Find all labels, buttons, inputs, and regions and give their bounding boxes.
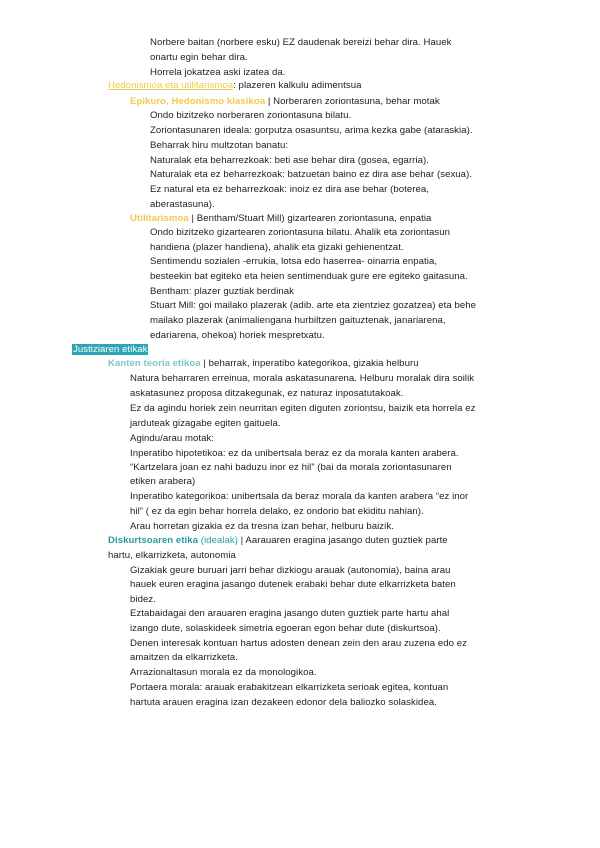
text-line: “Kartzelara joan ez nahi baduzu inor ez hil” (bai da morala zoriontasunaren [130, 462, 452, 473]
heading-title: Epikuro, Hedonismo klasikoa [130, 96, 266, 107]
highlighted-heading: Justiziaren etikak [73, 344, 148, 355]
text-line: Naturalak eta beharrezkoak: beti ase behar dira (gosea, egarria). [150, 155, 429, 166]
subheading-kant [108, 358, 419, 370]
heading-title: Utilitarismoa [130, 213, 189, 224]
text-line: Naturalak eta ez beharrezkoak: batzuetan baino ez dira ase behar (sexua). [150, 169, 473, 180]
heading-rest: | beharrak, inperatibo kategorikoa, gizakia helburu [200, 358, 419, 369]
text-line: Natura beharraren erreinua, morala askatasunarena. Helburu moralak dira soilik [130, 373, 475, 384]
text-line: Ondo bizitzeko norberaren zoriontasuna bilatu. [150, 110, 352, 121]
text-line: Ez natural eta ez beharrezkoak: inoiz ez dira ase behar (boterea, [150, 184, 429, 195]
text-line: Portaera morala: arauak erabakitzean elkarrizketa serioak egitea, kontuan [130, 682, 449, 693]
subheading-epikuro [130, 96, 440, 108]
heading-link[interactable]: Hedonismoa eta utilitarismoa [108, 80, 234, 91]
heading-rest: | Bentham/Stuart Mill) gizartearen zoriontasuna, enpatia [188, 213, 432, 224]
text-line: Arau horretan gizakia ez da tresna izan behar, helburu baizik. [130, 521, 394, 532]
text-line: Ez da agindu horiek zein neurritan egiten diguten zoriontsu, baizik eta horrela ez [130, 403, 476, 414]
text-line: etiken arabera) [130, 476, 196, 487]
heading-rest: | Aarauaren eragina jasango duten guztiek parte [237, 535, 448, 546]
text-line: hauek euren eragina jasango dutenek erabaki behar dute elkarrizketa baten [130, 579, 456, 590]
text-line: Horrela jokatzea aski izatea da. [150, 67, 286, 78]
text-line: Gizakiak geure buruari jarri behar dizkiogu arauak (autonomia), baina arau [130, 565, 451, 576]
heading-title: Kanten teoria etikoa [108, 358, 201, 369]
text-line: Norbere baitan (norbere esku) EZ daudenak bereizi behar dira. Hauek [150, 37, 452, 48]
text-line: onartu egin behar dira. [150, 52, 248, 63]
text-line: Sentimendu sozialen -errukia, lotsa edo haserrea- oinarria enpatia, [150, 256, 438, 267]
text-line: hartu, elkarrizketa, autonomia [108, 550, 236, 561]
text-line: izango dute, solaskideek simetria egoeran egon behar dute (diskurtsoa). [130, 623, 441, 634]
text-line: hil” ( ez da egin behar horrela delako, ez ondorio bat ekiditu nahian). [130, 506, 424, 517]
section-heading-hedonismoa [108, 80, 362, 92]
text-line: Agindu/arau motak: [130, 433, 215, 444]
text-line: Eztabaidagai den arauaren eragina jasango duten guztiek parte hartu ahal [130, 608, 450, 619]
text-line: amaitzen da elkarrizketa. [130, 652, 238, 663]
heading-rest: : plazeren kalkulu adimentsua [233, 80, 362, 91]
subheading-diskurtso [108, 535, 448, 547]
text-line: edariarena, ohekoa) horiek mespretxatu. [150, 330, 325, 341]
section-heading-justizia [72, 344, 148, 356]
text-line: Beharrak hiru multzotan banatu: [150, 140, 289, 151]
heading-paren: (idealak) [198, 535, 238, 546]
text-line: Bentham: plazer guztiak berdinak [150, 286, 294, 297]
text-line: Inperatibo hipotetikoa: ez da unibertsala beraz ez da morala kanten arabera. [130, 448, 459, 459]
text-line: Inperatibo kategorikoa: unibertsala da beraz morala da kanten arabera “ez inor [130, 491, 469, 502]
heading-title: Diskurtsoaren etika [108, 535, 198, 546]
heading-rest: | Norberaren zoriontasuna, behar motak [265, 96, 440, 107]
text-line: Ondo bizitzeko gizartearen zoriontasuna bilatu. Ahalik eta zoriontasun [150, 227, 451, 238]
text-line: aberastasuna). [150, 199, 215, 210]
text-line: bidez. [130, 594, 156, 605]
text-line: Stuart Mill: goi mailako plazerak (adib. arte eta zientziez gozatzea) eta behe [150, 300, 476, 311]
text-line: Arrazionaltasun morala ez da monologikoa. [130, 667, 317, 678]
subheading-utilitarismoa [130, 213, 431, 225]
text-line: besteekin bat egiteko eta heien sentimenduak gure ere egiteko gaitasuna. [150, 271, 468, 282]
text-line: mailako plazerak (animaliengana hurbiltzen gaituztenak, janariarena, [150, 315, 446, 326]
text-line: hartuta arauen eragina izan dezakeen edonor dela baliozko solaskidea. [130, 697, 437, 708]
text-line: Zoriontasunaren ideala: gorputza osasuntsu, arima kezka gabe (ataraskia). [150, 125, 473, 136]
text-line: handiena (plazer handiena), ahalik eta gizaki gehienentzat. [150, 242, 404, 253]
text-line: jarduteak gizagabe egiten gaituela. [130, 418, 281, 429]
text-line: Denen interesak kontuan hartus adosten denean zein den arau zuzena edo ez [130, 638, 468, 649]
text-line: askatasunez proposa ditzakegunak, ez naturaz inposatutakoak. [130, 388, 404, 399]
